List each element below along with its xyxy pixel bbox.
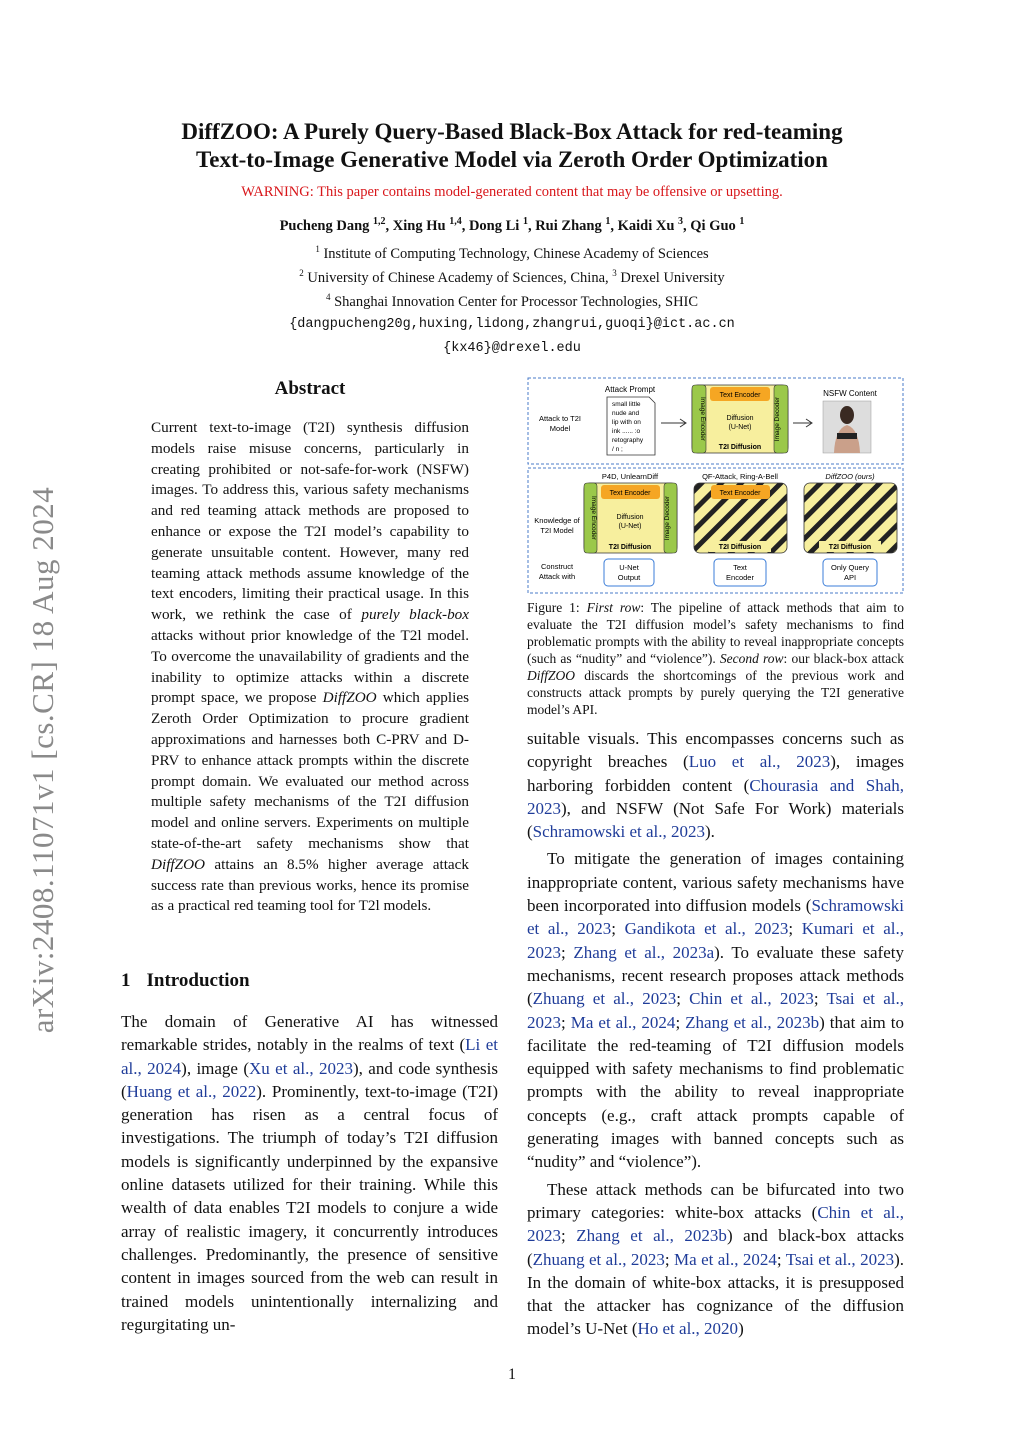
paragraph: suitable visuals. This encompasses concerns such as copyright breaches (Luo et al., 2023), images harboring forbidden content (Chourasia and Shah, 2023), and NSFW (Not Safe For Work) materials (Schramowski et al., 2023). [527, 729, 904, 842]
citation-link[interactable]: Schramowski et al., 2023 [527, 896, 904, 939]
author: Pucheng Dang $^{1,2}$ [279, 216, 386, 234]
citation-link[interactable]: Tsai et al., 2023 [527, 989, 904, 1032]
method-label: P4D, UnlearnDiff [601, 472, 659, 481]
knowledge-label: Knowledge of [534, 516, 580, 525]
citation-link[interactable]: Zhang et al., 2023b [685, 1012, 820, 1032]
unet-label: (U-Net) [728, 424, 752, 431]
svg-text:T2I Diffusion: T2I Diffusion [718, 544, 762, 551]
citation-link[interactable]: Zhang et al., 2023b [576, 1226, 727, 1246]
content-warning: WARNING: This paper contains model-generated content that may be offensive or upsetting. [241, 184, 783, 200]
author: Kaidi Xu $^3$ [617, 216, 684, 234]
attack-to-t2i-label: Attack to T2I [539, 414, 581, 423]
svg-text:U-Net: U-Net [619, 563, 639, 572]
citation-link[interactable]: Huang et al., 2022 [126, 1081, 257, 1101]
method-label-ours: DiffZOO (ours) [825, 472, 875, 481]
citation-link[interactable]: Xu et al., 2023 [249, 1058, 353, 1078]
title-line-1: DiffZOO: A Purely Query-Based Black-Box Attack for red-teaming [181, 119, 843, 144]
author: Dong Li $^1$ [468, 216, 528, 234]
svg-text:Text Encoder: Text Encoder [719, 490, 761, 497]
author: Qi Guo $^1$ [690, 216, 745, 234]
prompt-line: retography [612, 437, 644, 444]
citation-link[interactable]: Zhuang et al., 2023 [532, 989, 677, 1009]
title-line-2: Text-to-Image Generative Model via Zeroth Order Optimization [196, 147, 828, 172]
affiliation-1: $^1$ Institute of Computing Technology, Chinese Academy of Sciences [315, 244, 709, 262]
svg-text:API: API [843, 573, 857, 582]
text-encoder-label: Text Encoder [719, 392, 761, 399]
author: Xing Hu $^{1,4}$ [392, 216, 462, 234]
svg-text:T2I Diffusion: T2I Diffusion [828, 544, 872, 551]
svg-text:Image Encoder: Image Encoder [590, 495, 597, 541]
prompt-line: / n ; [612, 446, 623, 453]
svg-text:T2I Diffusion: T2I Diffusion [608, 544, 652, 551]
email-1: {dangpucheng20g,huxing,lidong,zhangrui,guoqi}@ict.ac.cn [289, 317, 735, 332]
t2i-diffusion-label: T2I Diffusion [718, 444, 762, 451]
citation-link[interactable]: Ho et al., 2020 [637, 1319, 739, 1339]
citation-link[interactable]: Kumari et al., 2023 [527, 919, 904, 962]
paragraph: To mitigate the generation of images containing inappropriate content, various safety mechanisms have been incorporated into diffusion models (Schramowski et al., 2023; Gandikota et al., 2023; Kumari et al., 2023; Zhang et al., 2023a). To evaluate these safety mechanisms, recent research proposes attack methods (Zhuang et al., 2023; Chin et al., 2023; Tsai et al., 2023; Ma et al., 2024; Zhang et al., 2023b) that aim to facilitate the red-teaming of T2I diffusion models equipped with safety mechanisms to find problematic prompts with the ability to reveal inappropriate concepts (e.g., craft attack prompts capable of generating images with banned concepts such as “nudity” and “violence”). [527, 849, 905, 1172]
nsfw-content-label: NSFW Content [823, 389, 877, 398]
citation-link[interactable]: Chin et al., 2023 [689, 989, 814, 1009]
page-number: 1 [508, 1366, 516, 1383]
right-column-text [527, 727, 904, 1341]
attack-prompt-label: Attack Prompt [604, 385, 656, 394]
citation-link[interactable]: Schramowski et al., 2023 [532, 822, 706, 842]
section-heading-introduction: 1 Introduction [121, 970, 250, 991]
prompt-line: lip with on [612, 419, 641, 426]
knowledge-label-2: T2I Model [540, 526, 574, 535]
paper-title [100, 118, 924, 174]
citation-link[interactable]: Zhuang et al., 2023 [532, 1249, 665, 1269]
construct-label: Construct [540, 562, 574, 571]
construct-label-2: Attack with [538, 572, 576, 581]
image-decoder-label: Image Decoder [774, 396, 781, 442]
prompt-line: ink ...... :o [612, 428, 641, 435]
prompt-line: small little [612, 401, 641, 408]
svg-text:Encoder: Encoder [726, 573, 754, 582]
attack-to-t2i-label-2: Model [549, 424, 571, 433]
svg-text:Text Encoder: Text Encoder [609, 490, 651, 497]
affiliation-4: $^4$ Shanghai Innovation Center for Processor Technologies, SHIC [325, 292, 699, 310]
intro-paragraph: The domain of Generative AI has witnessed remarkable strides, notably in the realms of text (Li et al., 2024), image (Xu et al., 2023), and code synthesis (Huang et al., 2022). Prominently, text-to-image (T2I) generation has risen as a central focus of investigations. The triumph of today’s T2I diffusion models is significantly underpinned by the expansive online datasets utilized for their training. While this wealth of data enables T2I models to conjure a wide array of realistic imagery, it concurrently introduces challenges. Predominantly, the presence of sensitive content in images sourced from the web can result in trained models unintentionally internalizing and regurgitating un- [121, 1012, 499, 1334]
svg-text:Only Query: Only Query [831, 563, 869, 572]
arxiv-sidebar-stamp [18, 440, 68, 1080]
author-list: Pucheng Dang $^{1,2}$, Xing Hu $^{1,4}$, Dong Li $^1$, Rui Zhang $^1$, Kaidi Xu $^3$, Qi Guo $^1$ [279, 216, 745, 234]
diffusion-label: Diffusion [726, 415, 754, 422]
svg-text:(U-Net): (U-Net) [618, 523, 642, 530]
svg-text:Diffusion: Diffusion [616, 514, 644, 521]
citation-link[interactable]: Tsai et al., 2023 [785, 1249, 895, 1269]
citation-link[interactable]: Ma et al., 2024 [570, 1012, 676, 1032]
affiliation-2: $^2$ University of Chinese Academy of Sciences, China, $^3$ Drexel University [299, 268, 725, 286]
svg-text:Image Decoder: Image Decoder [664, 495, 671, 541]
image-encoder-label: Image Encoder [699, 396, 706, 442]
figure-1-diagram [527, 377, 904, 594]
author: Rui Zhang $^1$ [535, 216, 611, 234]
figure-1-caption: Figure 1: First row: The pipeline of attack methods that aim to evaluate the T2I diffusion model’s safety mechanisms to find problematic prompts with the ability to reveal inappropriate concepts (such as “nudity” and “violence”). Second row: our black-box attack DiffZOO discards the shortcomings of the previous work and constructs attack prompts by purely querying the T2I generative model’s API. [527, 600, 904, 717]
citation-link[interactable]: Chourasia and Shah, 2023 [527, 775, 904, 818]
paragraph: These attack methods can be bifurcated into two primary categories: white-box attacks (Chin et al., 2023; Zhang et al., 2023b) and black-box attacks (Zhuang et al., 2023; Ma et al., 2024; Tsai et al., 2023). In the domain of white-box attacks, it is presupposed that the attacker has cognizance of the diffusion model’s U-Net (Ho et al., 2020) [527, 1179, 905, 1339]
arxiv-id: arXiv:2408.11071v1 [cs.CR] 18 Aug 2024 [25, 486, 60, 1034]
abstract-body: Current text-to-image (T2I) synthesis diffusion models raise misuse concerns, particularly in creating prohibited or not-safe-for-work (NSFW) images. To address this, various safety mechanisms and red teaming attack methods are proposed to enhance or expose the T2I model’s capability to generate unsuitable content. However, many red teaming attack methods assume knowledge of the text encoders, limiting their practical usage. In this work, we rethink the case of purely black-box attacks without prior knowledge of the T2l model. To overcome the unavailability of gradients and the inability to optimize attacks within a discrete prompt space, we propose DiffZOO which applies Zeroth Order Optimization to procure gradient approximations and harnesses both C-PRV and D-PRV to enhance attack prompts within the discrete prompt domain. We evaluated our method across multiple safety mechanisms of the T2I diffusion model and online servers. Experiments on multiple state-of-the-art safety mechanisms show that DiffZOO attains an 8.5% higher average attack success rate than previous works, hence its promise as a practical red teaming tool for T2l models. [151, 419, 469, 915]
svg-text:Output: Output [617, 573, 641, 582]
citation-link[interactable]: Gandikota et al., 2023 [624, 919, 789, 939]
citation-link[interactable]: Ma et al., 2024 [674, 1249, 777, 1269]
citation-link[interactable]: Chin et al., 2023 [527, 1202, 904, 1246]
citation-link[interactable]: Zhang et al., 2023a [573, 942, 715, 962]
prompt-line: nude and [612, 410, 640, 417]
arrow-right-icon [793, 419, 812, 427]
arrow-right-icon [661, 419, 686, 427]
email-2: {kx46}@drexel.edu [443, 341, 581, 356]
abstract-heading: Abstract [274, 378, 346, 399]
citation-link[interactable]: Li et al., 2024 [121, 1035, 498, 1078]
svg-text:Text: Text [733, 563, 747, 572]
method-label: QF-Attack, Ring-A-Bell [702, 472, 778, 481]
citation-link[interactable]: Luo et al., 2023 [688, 752, 831, 772]
